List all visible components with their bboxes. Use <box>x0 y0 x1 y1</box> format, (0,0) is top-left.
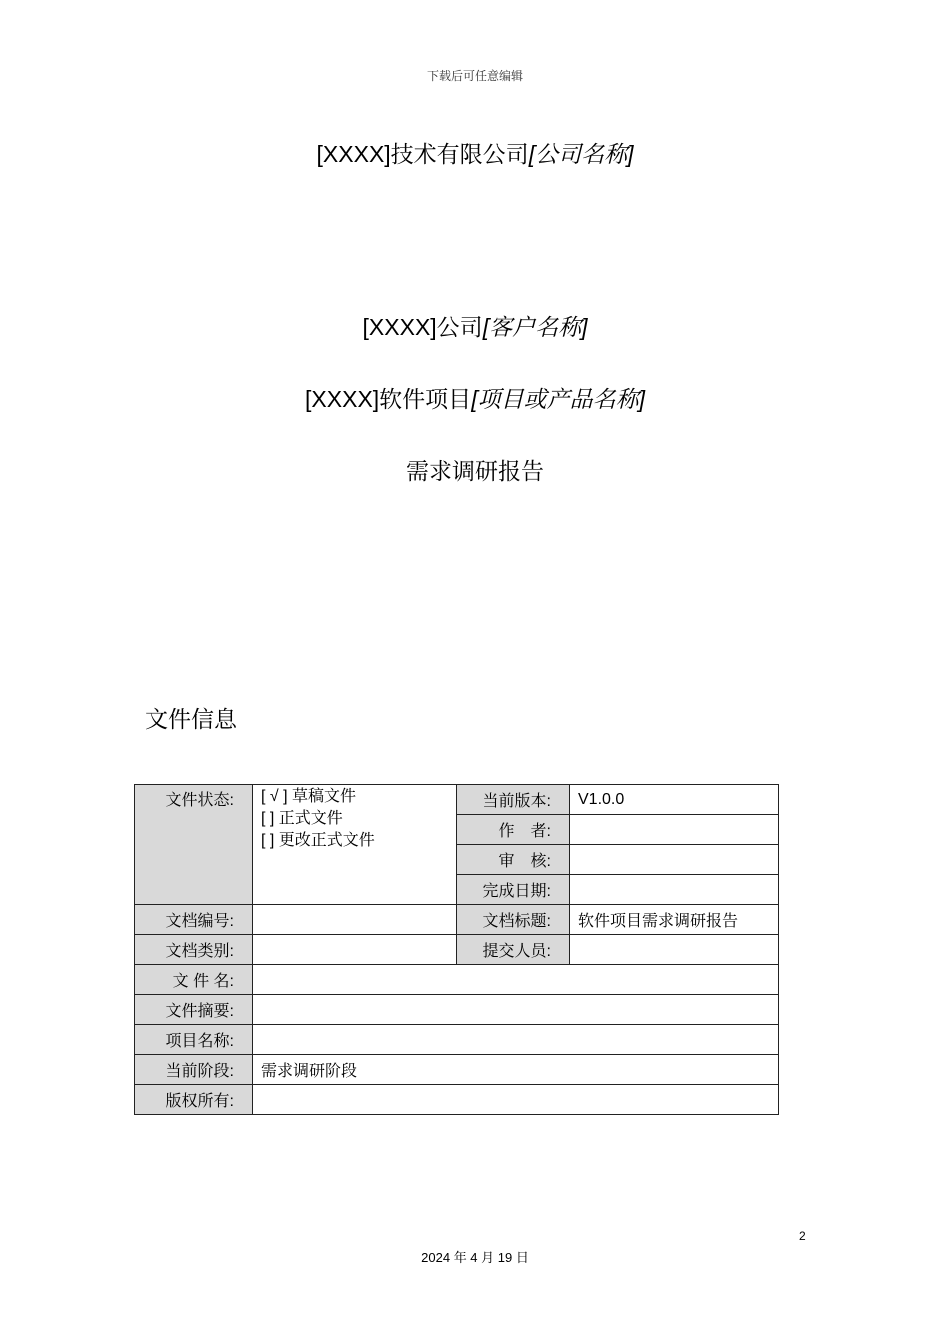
project-name-title <box>0 381 950 414</box>
doc-title-value: 软件项目需求调研报告 <box>570 905 779 935</box>
table-row <box>135 935 779 965</box>
table-row <box>135 995 779 1025</box>
complete-date-label: 完成日期: <box>457 875 570 905</box>
table-row <box>135 1025 779 1055</box>
status-option-draft: [ √ ] 草稿文件 <box>261 788 357 805</box>
client-placeholder: [客户名称] <box>482 314 588 340</box>
summary-value <box>253 995 779 1025</box>
file-name-label: 文 件 名: <box>135 965 253 995</box>
status-option-formal: [ ] 正式文件 <box>261 810 343 827</box>
company-name-title <box>0 136 950 169</box>
doc-title-label: 文档标题: <box>457 905 570 935</box>
header-note: 下载后可任意编辑 <box>426 69 523 83</box>
phase-label: 当前阶段: <box>135 1055 253 1085</box>
table-row <box>135 1085 779 1115</box>
author-label: 作 者: <box>457 815 570 845</box>
company-prefix: [XXXX]技术有限公司 <box>316 141 529 167</box>
report-title: 需求调研报告 <box>406 458 544 484</box>
project-prefix: [XXXX]软件项目 <box>305 386 472 412</box>
doc-category-value <box>253 935 457 965</box>
phase-value: 需求调研阶段 <box>253 1055 779 1085</box>
version-label: 当前版本: <box>457 785 570 815</box>
summary-label: 文件摘要: <box>135 995 253 1025</box>
file-name-value <box>253 965 779 995</box>
project-name-label: 项目名称: <box>135 1025 253 1055</box>
table-row <box>135 905 779 935</box>
file-info-heading: 文件信息 <box>145 706 237 732</box>
project-name-value <box>253 1025 779 1055</box>
project-placeholder: [项目或产品名称] <box>471 386 645 412</box>
reviewer-label: 审 核: <box>457 845 570 875</box>
client-prefix: [XXXX]公司 <box>362 314 483 340</box>
page-number: 2 <box>799 1229 806 1243</box>
footer-date: 2024 年 4 月 19 日 <box>421 1250 529 1265</box>
submitter-value <box>570 935 779 965</box>
status-option-revised: [ ] 更改正式文件 <box>261 832 375 849</box>
copyright-label: 版权所有: <box>135 1085 253 1115</box>
file-info-table <box>134 784 779 1115</box>
copyright-value <box>253 1085 779 1115</box>
doc-number-value <box>253 905 457 935</box>
doc-category-label: 文档类别: <box>135 935 253 965</box>
company-placeholder: [公司名称] <box>528 141 634 167</box>
version-value: V1.0.0 <box>570 785 779 815</box>
table-row <box>135 965 779 995</box>
submitter-label: 提交人员: <box>457 935 570 965</box>
table-row <box>135 785 779 815</box>
status-label: 文件状态: <box>135 785 253 905</box>
status-options <box>253 785 457 905</box>
client-name-title <box>0 309 950 342</box>
author-value <box>570 815 779 845</box>
table-row <box>135 1055 779 1085</box>
reviewer-value <box>570 845 779 875</box>
complete-date-value <box>570 875 779 905</box>
doc-number-label: 文档编号: <box>135 905 253 935</box>
